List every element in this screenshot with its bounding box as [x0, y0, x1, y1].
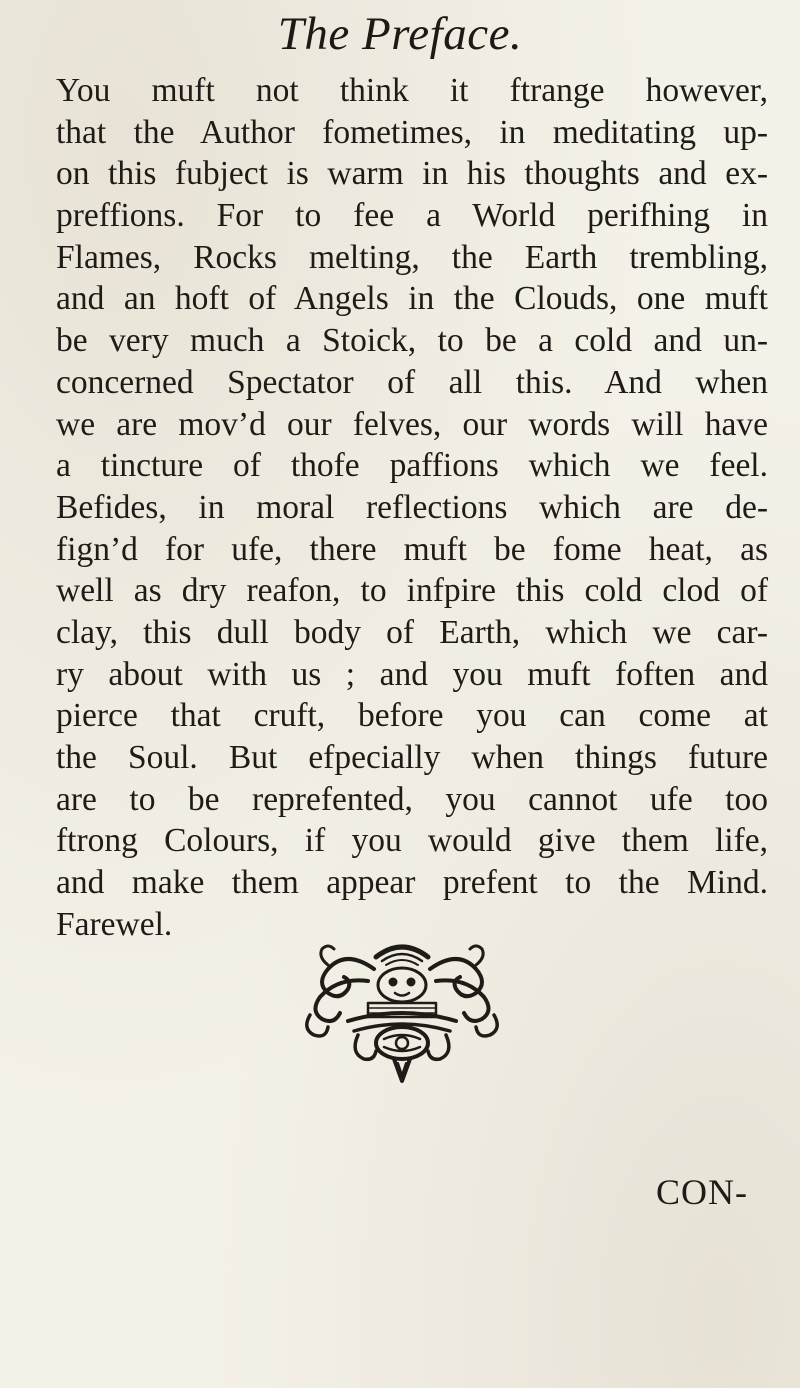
text-line: on this fubject is warm in his thoughts and ex-: [56, 155, 768, 193]
text-line: and make them appear prefent to the Mind.: [56, 864, 768, 902]
text-line: we are mov’d our felves, our words will have: [56, 405, 768, 443]
preface-body: [56, 70, 768, 945]
text-line: are to be reprefented, you cannot ufe too: [56, 780, 768, 818]
text-line: clay, this dull body of Earth, which we car-: [56, 613, 768, 651]
text-line: fign’d for ufe, there muft be fome heat, as: [56, 530, 768, 568]
text-line: ry about with us ; and you muft foften and: [56, 655, 768, 693]
text-line: that the Author fometimes, in meditating up-: [56, 113, 768, 151]
tailpiece-ornament-icon: [298, 935, 506, 1085]
text-line: preffions. For to fee a World perifhing in: [56, 197, 768, 235]
catchword: CON-: [656, 1172, 748, 1212]
text-line: concerned Spectator of all this. And when: [56, 363, 768, 401]
text-line: pierce that cruft, before you can come at: [56, 697, 768, 735]
running-head: The Preface.: [277, 8, 523, 60]
text-line: be very much a Stoick, to be a cold and un-: [56, 322, 768, 360]
text-line: the Soul. But efpecially when things future: [56, 739, 768, 776]
text-line: well as dry reafon, to infpire this cold clod of: [56, 572, 768, 610]
text-line: a tincture of thofe paffions which we feel.: [56, 447, 768, 485]
text-line: You muft not think it ftrange however,: [56, 72, 768, 109]
text-line: ftrong Colours, if you would give them life,: [56, 822, 768, 860]
text-line: Befides, in moral reflections which are de-: [56, 488, 768, 526]
text-line: and an hoft of Angels in the Clouds, one muft: [56, 280, 768, 318]
text-line: Flames, Rocks melting, the Earth trembling,: [56, 238, 768, 276]
text-line: Farewel.: [56, 905, 173, 943]
